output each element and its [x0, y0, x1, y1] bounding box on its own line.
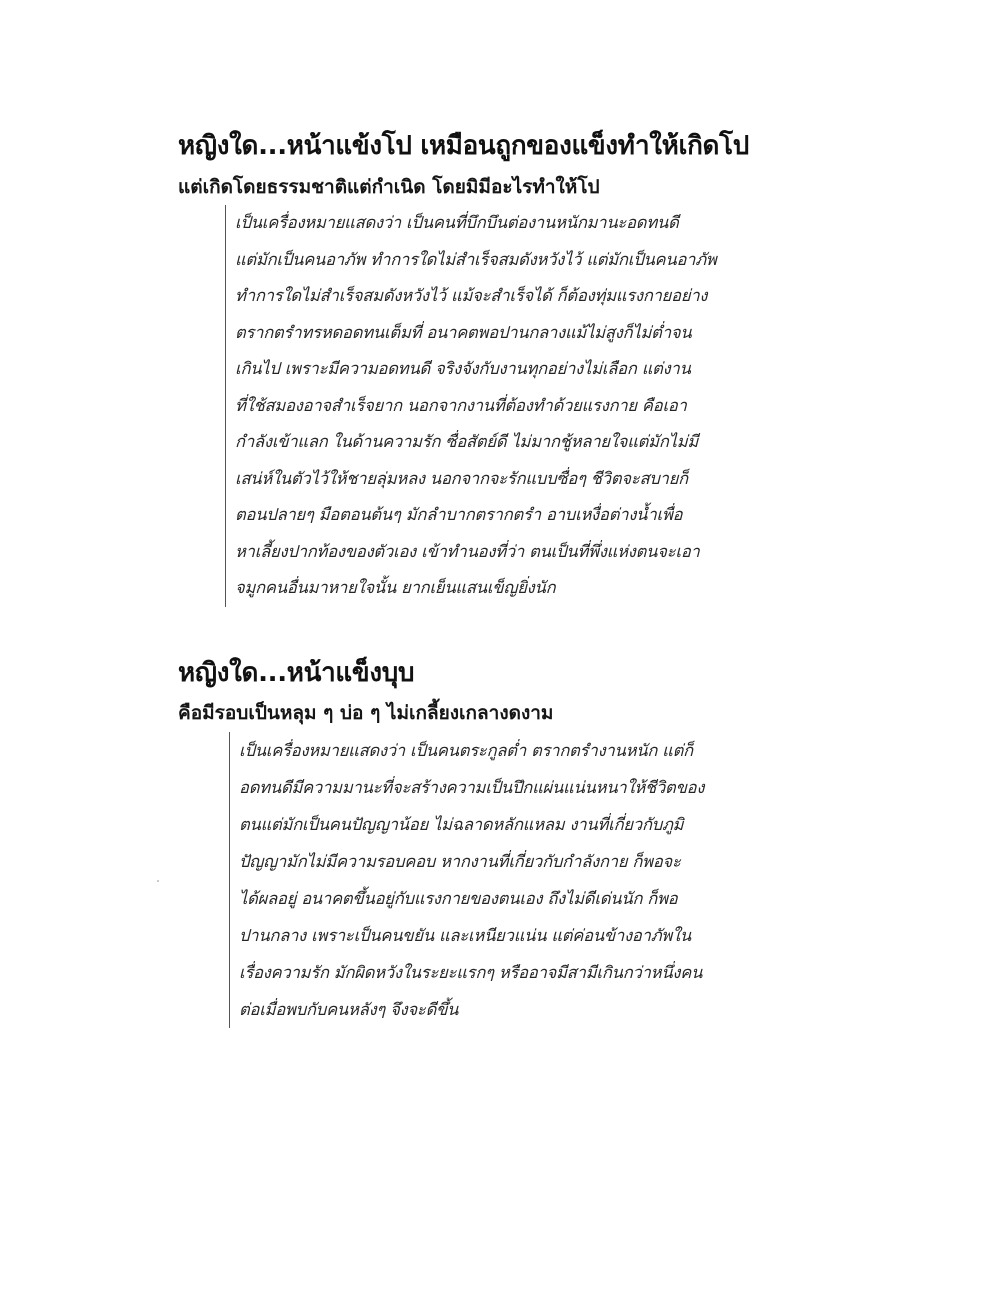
- section-subheading: แต่เกิดโดยธรรมชาติแต่กำเนิด โดยมิมีอะไรทำให้โป: [178, 176, 600, 198]
- body-line: ทำการใดไม่สำเร็จสมดังหวังไว้ แม้จะสำเร็จได้ ก็ต้องทุ่มแรงกายอย่าง: [235, 286, 708, 305]
- body-line: เป็นเครื่องหมายแสดงว่า เป็นคนที่บึกบึนต่องานหนักมานะอดทนดี: [235, 213, 679, 232]
- body-line: ตนแต่มักเป็นคนปัญญาน้อย ไม่ฉลาดหลักแหลม งานที่เกี่ยวกับภูมิ: [239, 815, 684, 834]
- body-line: หาเลี้ยงปากท้องของตัวเอง เข้าทำนองที่ว่า ตนเป็นที่พึ่งแห่งตนจะเอา: [235, 541, 700, 561]
- body-line: เรื่องความรัก มักผิดหวังในระยะแรกๆ หรืออาจมีสามีเกินกว่าหนึ่งคน: [239, 963, 703, 982]
- body-line: จมูกคนอื่นมาหายใจนั้น ยากเย็นแสนเข็ญยิ่งนัก: [235, 578, 556, 597]
- section-subheading: คือมีรอบเป็นหลุม ๆ บ่อ ๆ ไม่เกลี้ยงเกลางดงาม: [178, 702, 554, 724]
- section-heading: หญิงใด...หน้าแข็งบุบ: [178, 658, 415, 688]
- scan-speck: [157, 880, 159, 882]
- body-line: เกินไป เพราะมีความอดทนดี จริงจังกับงานทุกอย่างไม่เลือก แต่งาน: [235, 359, 691, 378]
- body-line: ตอนปลายๆ มือตอนต้นๆ มักลำบากตรากตรำ อาบเหงื่อต่างน้ำเพื่อ: [235, 505, 683, 524]
- body-line: ได้ผลอยู่ อนาคตขึ้นอยู่กับแรงกายของตนเอง ถึงไม่ดีเด่นนัก ก็พอ: [239, 889, 678, 908]
- body-line: เป็นเครื่องหมายแสดงว่า เป็นคนตระกูลต่ำ ตรากตรำงานหนัก แต่ก็: [239, 741, 693, 760]
- body-line: แต่มักเป็นคนอาภัพ ทำการใดไม่สำเร็จสมดังหวังไว้ แต่มักเป็นคนอาภัพ: [235, 249, 717, 269]
- section-heading: หญิงใด...หน้าแข้งโป เหมือนถูกของแข็งทำให้เกิดโป: [178, 131, 749, 161]
- body-line: ปัญญามักไม่มีความรอบคอบ หากงานที่เกี่ยวกับกำลังกาย ก็พอจะ: [239, 852, 681, 871]
- body-line: อดทนดีมีความมานะที่จะสร้างความเป็นปึกแผ่นแน่นหนาให้ชีวิตของ: [239, 778, 705, 797]
- body-line: กำลังเข้าแลก ในด้านความรัก ซื่อสัตย์ดี ไม่มากชู้หลายใจแต่มักไม่มี: [235, 432, 699, 451]
- body-line: ที่ใช้สมองอาจสำเร็จยาก นอกจากงานที่ต้องทำด้วยแรงกาย คือเอา: [235, 395, 687, 415]
- body-line: ตรากตรำทรหดอดทนเต็มที่ อนาคตพอปานกลางแม้ไม่สูงก็ไม่ต่ำจน: [235, 322, 692, 342]
- section-body: [225, 205, 835, 607]
- section-body: [229, 732, 839, 1028]
- body-line: ต่อเมื่อพบกับคนหลังๆ จึงจะดีขึ้น: [239, 1000, 459, 1019]
- body-line: เสน่ห์ในตัวไว้ให้ชายลุ่มหลง นอกจากจะรักแบบซื่อๆ ชีวิตจะสบายก็: [235, 468, 688, 488]
- body-line: ปานกลาง เพราะเป็นคนขยัน และเหนียวแน่น แต่ค่อนข้างอาภัพใน: [239, 926, 691, 945]
